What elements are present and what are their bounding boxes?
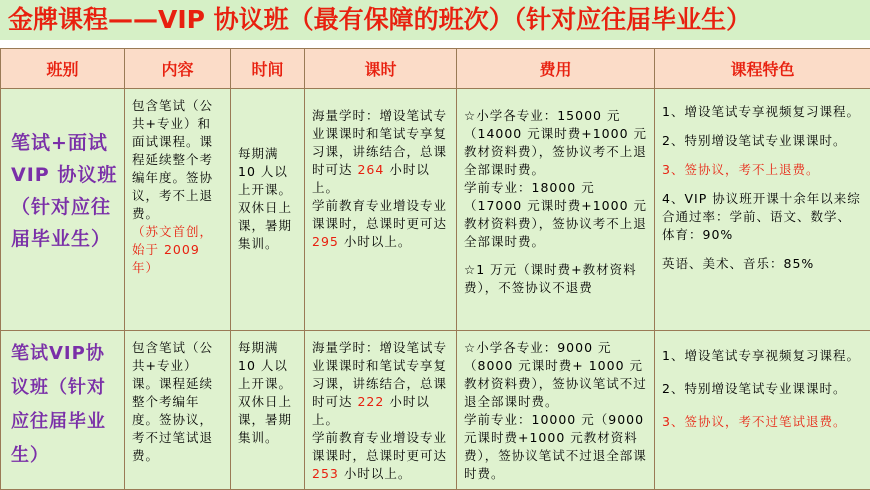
- content-text: 包含笔试（公共+专业）课。课程延续整个考编年度。签协议，考不过笔试退费。: [132, 339, 224, 465]
- hours-text-a: 海量学时：增设笔试专业课课时和笔试专享复习课，讲练结合，总课时可达 222 小时以上。: [312, 339, 450, 429]
- features-cell: [655, 89, 870, 331]
- header-time: 时间: [231, 49, 305, 89]
- fee-text-a: ☆小学各专业：15000 元（14000 元课时费+1000 元教材资料费），签协议考不上退全部课时费。: [464, 107, 648, 179]
- features-cell: [655, 331, 870, 490]
- content-text: 包含笔试（公共+专业）和面试课程。课程延续整个考编年度。签协议，考不上退费。: [132, 97, 224, 223]
- fee-text-c: ☆1 万元（课时费+教材资料费），不签协议不退费: [464, 261, 648, 297]
- hours-b-number: 253: [312, 466, 339, 481]
- hours-cell: [305, 89, 457, 331]
- content-cell: [125, 89, 231, 331]
- time-cell: [231, 331, 305, 490]
- hours-b-number: 295: [312, 234, 339, 249]
- hours-text-b: 学前教育专业增设专业课课时，总课时更可达 253 小时以上。: [312, 429, 450, 483]
- content-note: （苏文首创，始于 2009 年）: [132, 223, 224, 277]
- feature-item: 3、签协议，考不上退费。: [662, 161, 864, 179]
- class-name: 笔试VIP协议班（针对应往届毕业生）: [1, 331, 125, 490]
- fee-cell: [457, 331, 655, 490]
- feature-item: 英语、美术、音乐：85%: [662, 255, 864, 273]
- time-text: 每期满 10 人以上开课。双休日上课，暑期集训。: [238, 145, 298, 253]
- header-content: 内容: [125, 49, 231, 89]
- feature-item: 4、VIP 协议班开课十余年以来综合通过率：学前、语文、数学、体育：90%: [662, 190, 864, 244]
- fee-text-b: 学前专业：18000 元（17000 元课时费+1000 元教材资料费），签协议考不上退全部课时费。: [464, 179, 648, 251]
- feature-item: 2、特别增设笔试专业课课时。: [662, 380, 864, 398]
- hours-cell: [305, 331, 457, 490]
- table-row: [1, 89, 870, 331]
- feature-item: 2、特别增设笔试专业课课时。: [662, 132, 864, 150]
- header-fee: 费用: [457, 49, 655, 89]
- course-table: [0, 48, 870, 490]
- fee-text-a: ☆小学各专业：9000 元（8000 元课时费+ 1000 元教材资料费），签协议笔试不过退全部课时费。: [464, 339, 648, 411]
- hours-text-a: 海量学时：增设笔试专业课课时和笔试专享复习课，讲练结合，总课时可达 264 小时以上。: [312, 107, 450, 197]
- time-cell: [231, 89, 305, 331]
- class-name: 笔试+面试VIP 协议班（针对应往届毕业生）: [1, 89, 125, 331]
- header-class: 班别: [1, 49, 125, 89]
- feature-item: 1、增设笔试专享视频复习课程。: [662, 103, 864, 121]
- feature-item: 3、签协议，考不过笔试退费。: [662, 413, 864, 431]
- page-title: 金牌课程——VIP 协议班（最有保障的班次）（针对应往届毕业生）: [0, 0, 870, 40]
- feature-item: 1、增设笔试专享视频复习课程。: [662, 347, 864, 365]
- fee-text-b: 学前专业：10000 元（9000 元课时费+1000 元教材资料费），签协议笔试不过退全部课时费。: [464, 411, 648, 483]
- hours-text-b: 学前教育专业增设专业课课时，总课时更可达 295 小时以上。: [312, 197, 450, 251]
- hours-a-number: 222: [357, 394, 384, 409]
- header-hours: 课时: [305, 49, 457, 89]
- hours-a-number: 264: [357, 162, 384, 177]
- header-features: 课程特色: [655, 49, 870, 89]
- time-text: 每期满 10 人以上开课。双休日上课，暑期集训。: [238, 339, 298, 447]
- content-cell: [125, 331, 231, 490]
- table-row: [1, 331, 870, 490]
- fee-cell: [457, 89, 655, 331]
- table-header-row: [1, 49, 870, 89]
